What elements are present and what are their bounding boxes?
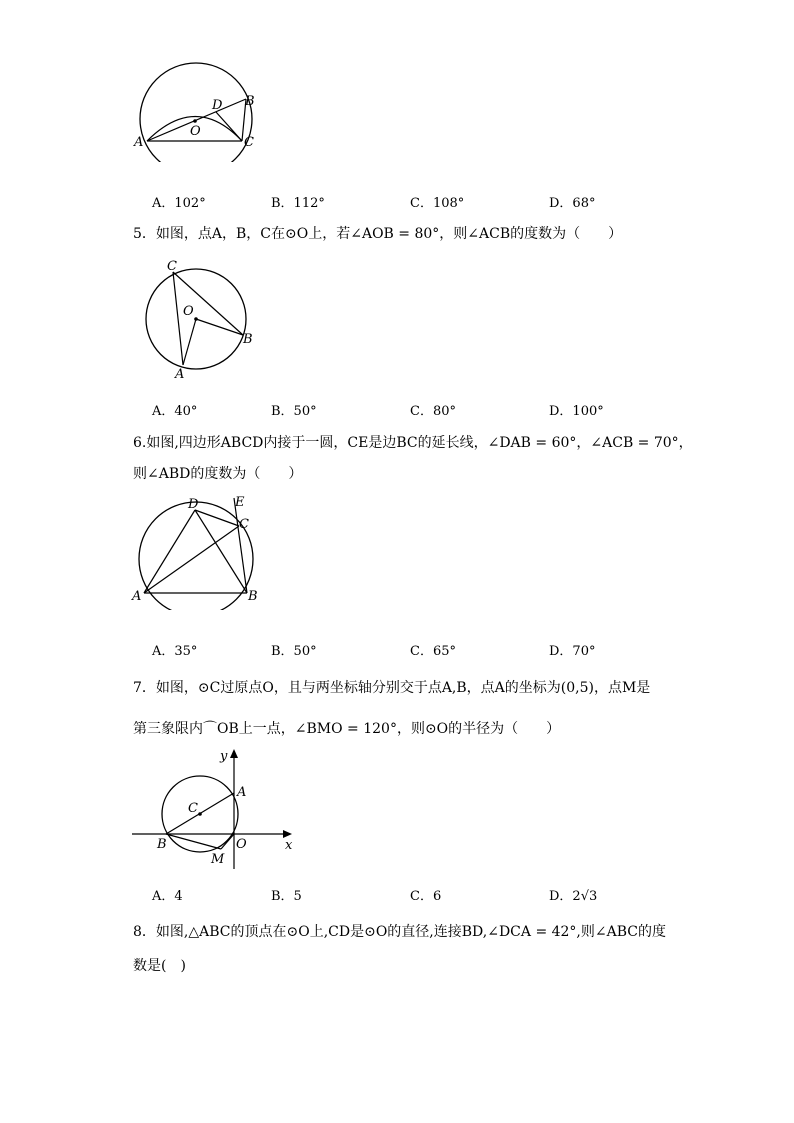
q4-label-A: A — [134, 135, 144, 150]
q7-label-C: C — [188, 801, 198, 816]
q6-option-a: A．35° — [152, 644, 198, 659]
q6-label-D: D — [188, 497, 199, 512]
q6-stem-line2: 则∠ABD的度数为（ ） — [133, 466, 303, 482]
q7-label-A: A — [237, 785, 247, 800]
q5-label-B: B — [243, 332, 253, 347]
q4-option-b: B．112° — [271, 196, 325, 211]
q7-option-b: B．5 — [271, 889, 302, 904]
q8-stem-line2: 数是( ) — [133, 958, 186, 974]
q5-label-O: O — [183, 304, 194, 319]
q4-label-O: O — [190, 124, 201, 139]
q7-label-M: M — [211, 852, 225, 867]
q6-stem-line1: 6.如图,四边形ABCD内接于一圆，CE是边BC的延长线，∠DAB = 60°，∠ACB = 70°， — [133, 435, 693, 451]
q7-label-y: y — [220, 749, 228, 764]
q7-option-a: A．4 — [152, 889, 183, 904]
q6-figure — [128, 490, 268, 610]
q6-label-B: B — [248, 589, 258, 604]
q4-option-a: A．102° — [152, 196, 206, 211]
q8-stem-line1: 8．如图,△ABC的顶点在⊙O上,CD是⊙O的直径,连接BD,∠DCA = 42°,则∠ABC的度 — [133, 924, 666, 940]
q7-figure — [128, 745, 298, 875]
q6-label-C: C — [239, 517, 249, 532]
q7-option-c: C．6 — [410, 889, 442, 904]
q7-stem-line2: 第三象限内⌒OB上一点，∠BMO = 120°，则⊙O的半径为（ ） — [133, 721, 561, 737]
q6-option-b: B．50° — [271, 644, 317, 659]
q4-option-c: C．108° — [410, 196, 465, 211]
q7-label-B: B — [157, 837, 167, 852]
q4-figure — [128, 62, 268, 162]
q5-option-b: B．50° — [271, 404, 317, 419]
q7-stem-line1: 7．如图，⊙C过原点O，且与两坐标轴分别交于点A,B，点A的坐标为(0,5)，点M是 — [133, 680, 651, 696]
q5-option-a: A．40° — [152, 404, 198, 419]
q5-stem: 5．如图，点A，B，C在⊙O上，若∠AOB = 80°，则∠ACB的度数为（ ） — [133, 226, 623, 242]
q5-option-c: C．80° — [410, 404, 456, 419]
q5-label-A: A — [175, 367, 185, 382]
q4-label-D: D — [212, 98, 223, 113]
q4-option-d: D．68° — [549, 196, 596, 211]
q4-label-C: C — [244, 135, 254, 150]
q7-label-O: O — [236, 837, 247, 852]
q5-option-d: D．100° — [549, 404, 604, 419]
q6-label-E: E — [235, 495, 245, 510]
q6-option-c: C．65° — [410, 644, 456, 659]
q6-label-A: A — [132, 589, 142, 604]
q7-label-x: x — [285, 838, 293, 853]
q6-option-d: D．70° — [549, 644, 596, 659]
q4-label-B: B — [245, 94, 255, 109]
q5-label-C: C — [167, 259, 177, 274]
q5-figure — [135, 255, 265, 385]
q7-option-d: D．2√3 — [549, 889, 598, 904]
